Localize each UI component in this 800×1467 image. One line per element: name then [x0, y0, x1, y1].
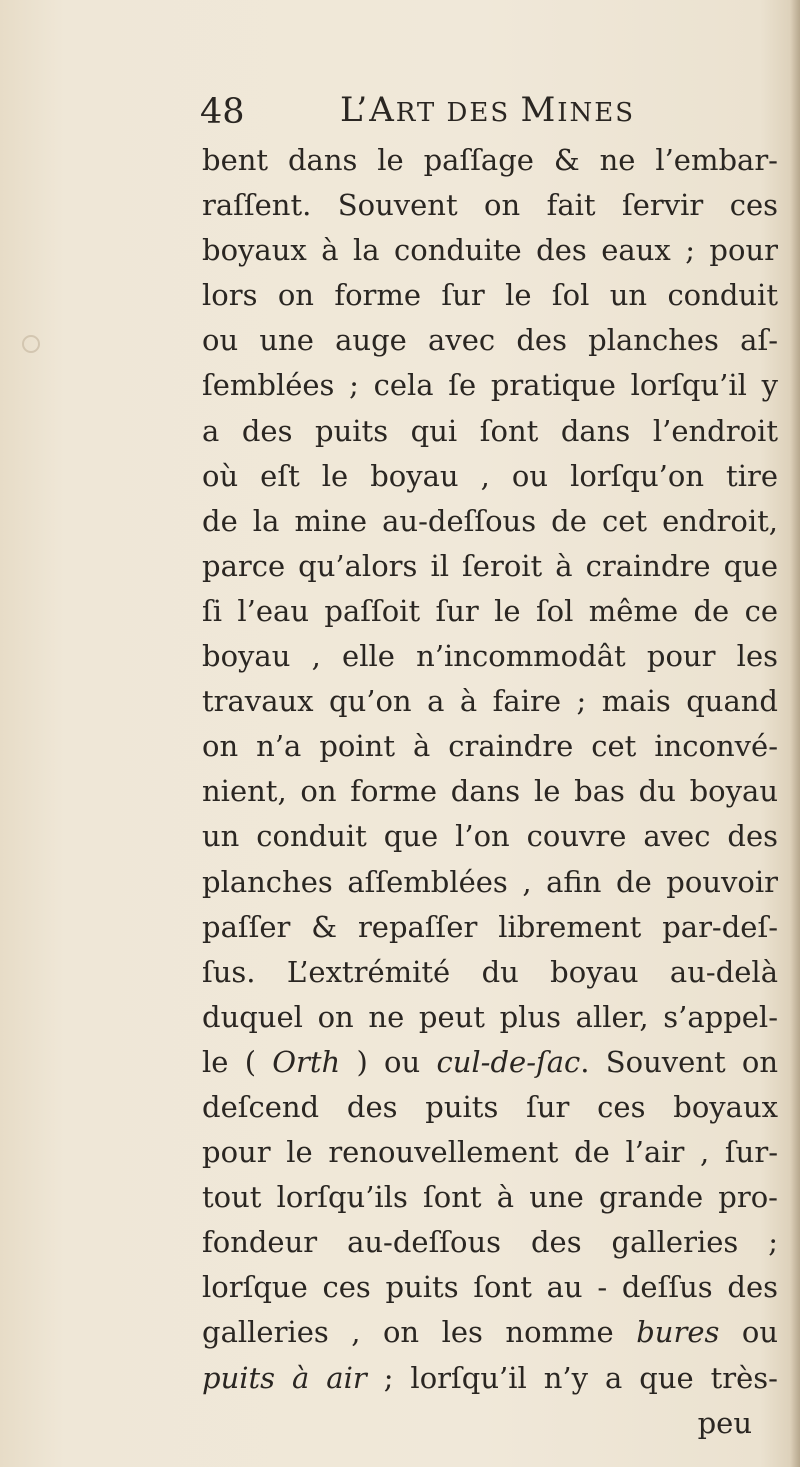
text-line: boyau , elle n’incommodât pour les: [202, 639, 778, 674]
body-text: [202, 138, 778, 1446]
text-line: puits à air ; lorſqu’il n’y a que très-: [202, 1360, 778, 1395]
text-line: duquel on ne peut plus aller, s’appel-: [202, 999, 778, 1034]
text-line: on n’a point à craindre cet inconvé-: [202, 729, 778, 764]
text-line: un conduit que l’on couvre avec des: [202, 819, 778, 854]
text-line: où eſt le boyau , ou lorſqu’on tire: [202, 458, 778, 493]
text-line: le ( Orth ) ou cul-de-ſac. Souvent on: [202, 1044, 779, 1079]
text-line: parce qu’alors il ſeroit à craindre que: [202, 548, 778, 583]
running-header: [200, 88, 760, 136]
binding-hole-mark: [22, 335, 40, 353]
page-edge-shadow: [790, 0, 800, 1467]
text-line: galleries , on les nomme bures ou: [202, 1315, 779, 1350]
text-line: nient, on forme dans le bas du boyau: [202, 774, 778, 809]
text-line: tout lorſqu’ils ſont à une grande pro-: [202, 1180, 778, 1215]
text-line: raſſent. Souvent on fait ſervir ces: [202, 188, 778, 223]
italic-term: cul-de-ſac: [436, 1044, 581, 1079]
catchword: peu: [697, 1405, 752, 1440]
text-line: lorſque ces puits ſont au - deſſus des: [202, 1270, 778, 1305]
text-line: boyaux à la conduite des eaux ; pour: [202, 233, 778, 268]
text-line: pour le renouvellement de l’air , ſur-: [202, 1135, 778, 1170]
text-line: bent dans le paſſage & ne l’embar-: [202, 143, 778, 177]
text-line: travaux qu’on a à faire ; mais quand: [202, 684, 778, 719]
text-line: ou une auge avec des planches aſ-: [202, 323, 778, 358]
text-line: ſemblées ; cela ſe pratique lorſqu’il y: [202, 368, 778, 403]
text-line: fondeur au-deſſous des galleries ;: [202, 1225, 778, 1260]
text-line: lors on forme ſur le ſol un conduit: [202, 278, 778, 313]
page-number: 48: [200, 92, 245, 132]
text-line: deſcend des puits ſur ces boyaux: [202, 1089, 778, 1124]
text-line: ſi l’eau paſſoit ſur le ſol même de ce: [202, 593, 778, 628]
italic-term: bures: [636, 1315, 720, 1350]
italic-term: puits à air: [202, 1360, 367, 1395]
text-line: a des puits qui ſont dans l’endroit: [202, 413, 778, 448]
text-line: paſſer & repaſſer librement par-deſ-: [202, 909, 778, 944]
text-line: de la mine au-deſſous de cet endroit,: [202, 503, 778, 538]
italic-term: Orth: [272, 1044, 341, 1079]
text-line: planches aſſemblées , afin de pouvoir: [202, 864, 778, 899]
text-line: ſus. L’extrémité du boyau au-delà: [202, 954, 778, 989]
running-title: L’ART DES MINES: [340, 90, 636, 130]
